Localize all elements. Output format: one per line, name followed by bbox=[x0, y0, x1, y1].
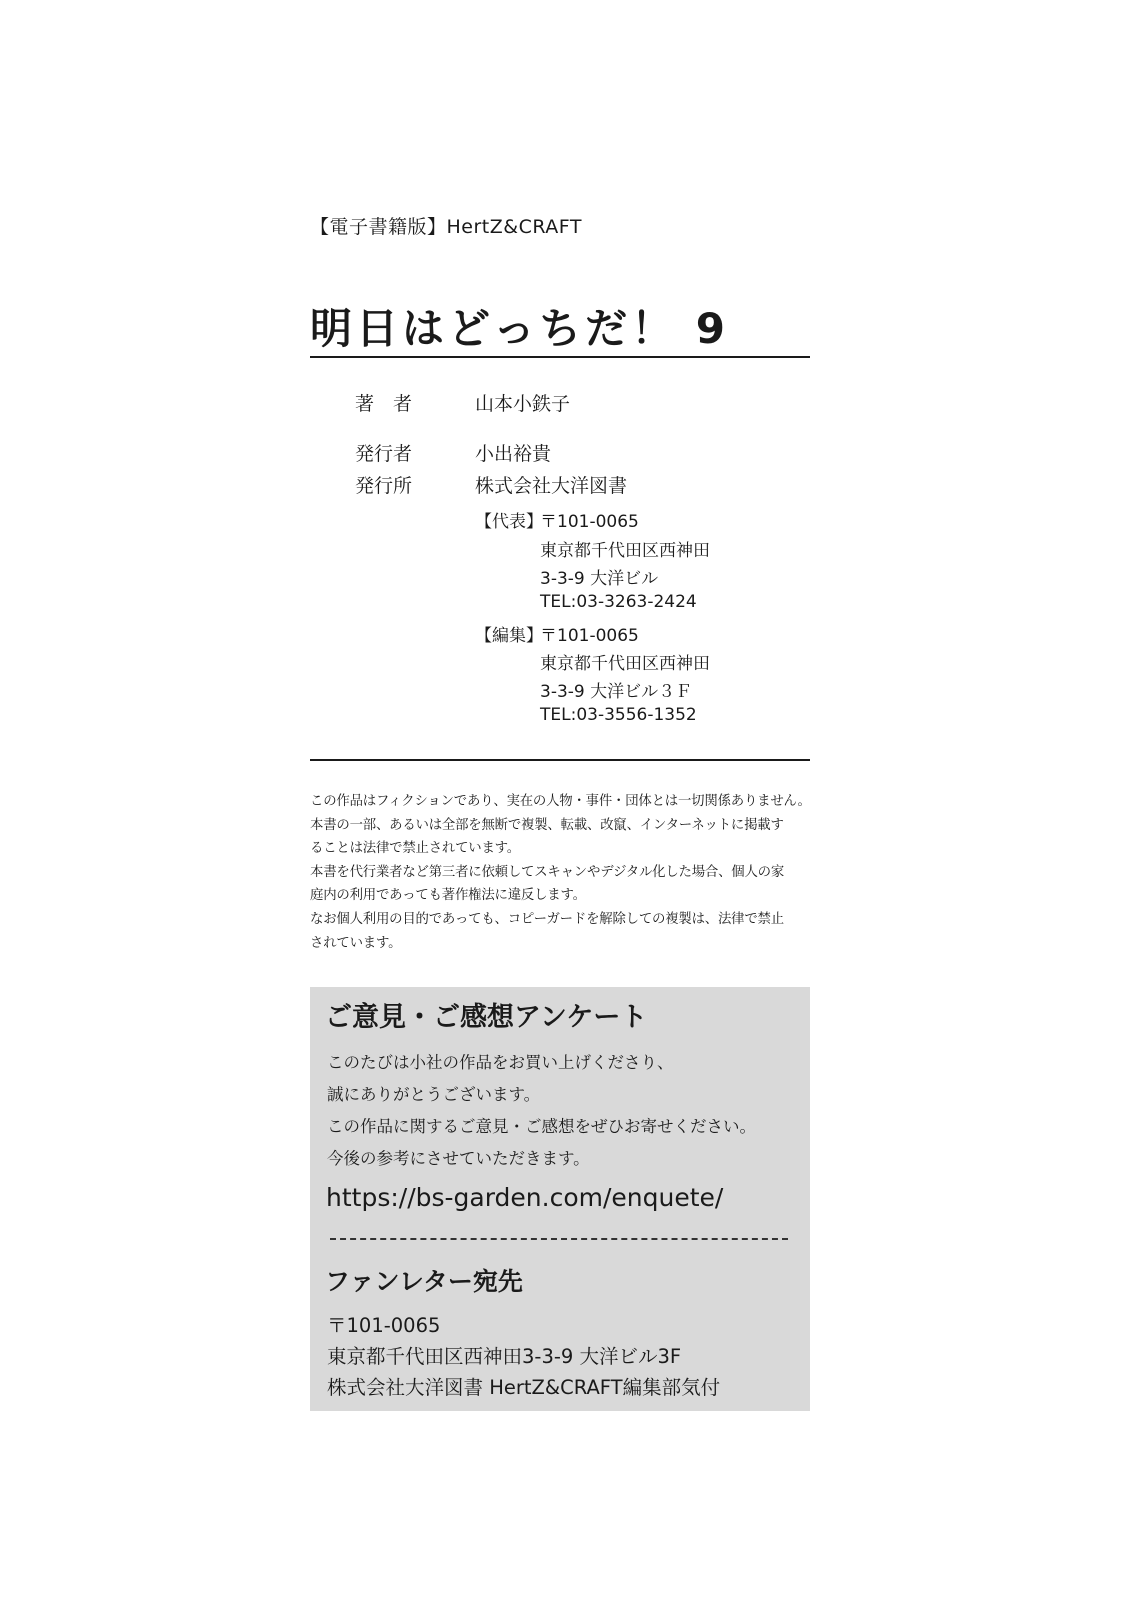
edit-address-line: 東京都千代田区西神田 bbox=[540, 654, 710, 674]
legal-notice bbox=[310, 790, 815, 955]
fan-letter-heading: ファンレター宛先 bbox=[325, 1267, 523, 1296]
dashed-divider bbox=[330, 1238, 788, 1240]
fan-letter-address-line: 〒101-0065 bbox=[327, 1314, 441, 1337]
fan-letter-address-line: 東京都千代田区西神田3-3-9 大洋ビル3F bbox=[327, 1345, 682, 1368]
notice-line: この作品はフィクションであり、実在の人物・事件・団体とは一切関係ありません。 bbox=[310, 794, 811, 809]
notice-line: ることは法律で禁止されています。 bbox=[310, 841, 520, 857]
title-divider bbox=[310, 356, 810, 358]
survey-message-line: この作品に関するご意見・ご感想をぜひお寄せください。 bbox=[327, 1117, 756, 1136]
survey-url-link[interactable]: https://bs-garden.com/enquete/ bbox=[326, 1183, 724, 1212]
notice-line: なお個人利用の目的であっても、コピーガードを解除しての複製は、法律で禁止 bbox=[310, 911, 784, 927]
publisher-name: 株式会社大洋図書 bbox=[475, 475, 628, 497]
survey-message-line: 誠にありがとうございます。 bbox=[327, 1085, 541, 1104]
rep-address-line: TEL:03-3263-2424 bbox=[540, 592, 697, 612]
author-name: 山本小鉄子 bbox=[475, 393, 571, 415]
survey-box bbox=[310, 987, 810, 1411]
rep-address-line: 3-3-9 大洋ビル bbox=[540, 569, 659, 589]
publisher-person-label: 発行者 bbox=[355, 443, 413, 465]
survey-heading: ご意見・ご感想アンケート bbox=[325, 1002, 648, 1033]
edit-tag: 【編集】 bbox=[475, 626, 543, 646]
edition-label: 【電子書籍版】HertZ&CRAFT bbox=[310, 216, 582, 238]
rep-tag: 【代表】 bbox=[475, 512, 543, 532]
fan-letter-address-line: 株式会社大洋図書 HertZ&CRAFT編集部気付 bbox=[327, 1376, 721, 1399]
notice-line: されています。 bbox=[310, 935, 402, 951]
rep-address-line: 〒101-0065 bbox=[540, 512, 639, 532]
rep-address-line: 東京都千代田区西神田 bbox=[540, 541, 710, 561]
edit-address-line: 3-3-9 大洋ビル３Ｆ bbox=[540, 682, 693, 702]
publisher-person-name: 小出裕貴 bbox=[475, 443, 552, 465]
notice-line: 本書を代行業者など第三者に依頼してスキャンやデジタル化した場合、個人の家 bbox=[310, 864, 785, 880]
notice-line: 本書の一部、あるいは全部を無断で複製、転載、改竄、インターネットに掲載す bbox=[310, 817, 784, 833]
author-label: 著 者 bbox=[355, 393, 413, 415]
edit-address-line: 〒101-0065 bbox=[540, 626, 639, 646]
publisher-label: 発行所 bbox=[355, 475, 413, 497]
book-title: 明日はどっちだ！ 9 bbox=[310, 304, 730, 353]
notice-line: 庭内の利用であっても著作権法に違反します。 bbox=[310, 888, 586, 904]
credits-divider bbox=[310, 759, 810, 761]
survey-message-line: このたびは小社の作品をお買い上げくださり、 bbox=[327, 1053, 674, 1072]
edit-address-line: TEL:03-3556-1352 bbox=[540, 705, 697, 725]
survey-message-line: 今後の参考にさせていただきます。 bbox=[327, 1149, 590, 1168]
